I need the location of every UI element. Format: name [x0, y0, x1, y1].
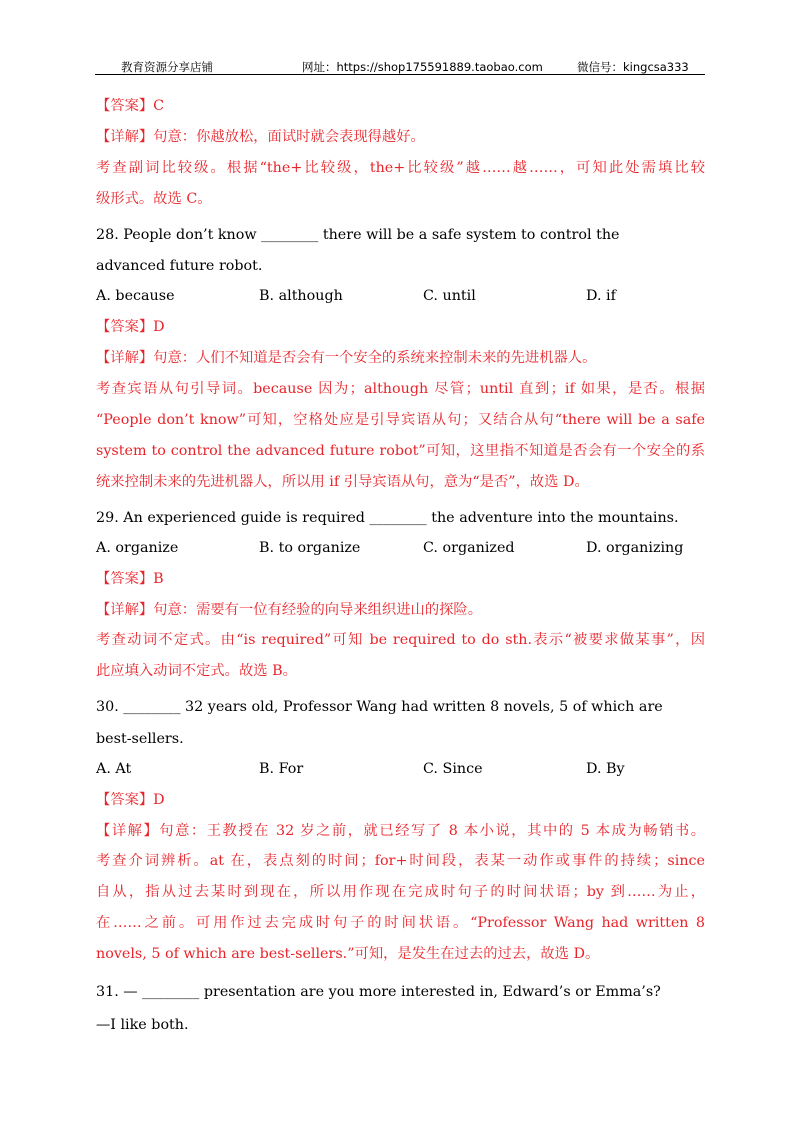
q28-answer: 【答案】D: [96, 319, 165, 335]
q29-option-a: A. organize: [96, 540, 179, 556]
q30-option-a: A. At: [96, 761, 132, 777]
q28-option-b: B. although: [259, 288, 343, 304]
wechat-id: 微信号：kingcsa333: [577, 60, 689, 74]
q28-analysis-line: 考查宾语从句引导词。because 因为；although 尽管；until 直到；if 如果，是否。根据: [96, 381, 705, 397]
q31-stem-line: —I like both.: [96, 1017, 189, 1033]
q29-analysis-line: 此应填入动词不定式。故选 B。: [96, 663, 297, 679]
q29-analysis-line: 考查动词不定式。由“is required”可知 be required to do sth.表示“被要求做某事”，因: [96, 632, 705, 648]
q30-analysis-line: 考查介词辨析。at 在，表点刻的时间；for+时间段，表某一动作或事件的持续；since: [96, 853, 705, 869]
q28-analysis-line: 统来控制未来的先进机器人，所以用 if 引导宾语从句，意为“是否”，故选 D。: [96, 474, 589, 490]
q28-option-c: C. until: [423, 288, 476, 304]
q28-analysis-line: “People don’t know”可知，空格处应是引导宾语从句；又结合从句“there will be a safe: [96, 412, 705, 428]
q29-detail: 【详解】句意：需要有一位有经验的向导来组织进山的探险。: [96, 602, 483, 618]
q30-stem-line: best-sellers.: [96, 731, 184, 747]
q27-analysis-line: 级形式。故选 C。: [96, 191, 212, 207]
q29-option-d: D. organizing: [586, 540, 684, 556]
shop-name: 教育资源分享店铺: [121, 60, 213, 74]
q27-detail: 【详解】句意：你越放松，面试时就会表现得越好。: [96, 129, 425, 145]
q30-analysis-line: novels, 5 of which are best-sellers.”可知，是发生在过去的过去，故选 D。: [96, 946, 600, 962]
q28-option-a: A. because: [96, 288, 175, 304]
q28-option-d: D. if: [586, 288, 616, 304]
shop-url: 网址：https://shop175591889.taobao.com: [302, 60, 543, 74]
q30-answer: 【答案】D: [96, 792, 165, 808]
q28-detail: 【详解】句意：人们不知道是否会有一个安全的系统来控制未来的先进机器人。: [96, 350, 597, 366]
q31-stem-line: 31. — ________ presentation are you more interested in, Edward’s or Emma’s?: [96, 984, 661, 1000]
q29-option-b: B. to organize: [259, 540, 361, 556]
q29-answer: 【答案】B: [96, 571, 164, 587]
q29-stem-line: 29. An experienced guide is required ________ the adventure into the mountains.: [96, 510, 679, 526]
q30-detail: 【详解】句意：王教授在 32 岁之前，就已经写了 8 本小说，其中的 5 本成为畅销书。: [96, 823, 705, 839]
q28-stem-line: 28. People don’t know ________ there will be a safe system to control the: [96, 227, 620, 243]
q30-option-b: B. For: [259, 761, 304, 777]
q28-stem-line: advanced future robot.: [96, 258, 263, 274]
q29-option-c: C. organized: [423, 540, 515, 556]
q30-option-c: C. Since: [423, 761, 483, 777]
header-divider: [95, 74, 705, 75]
q27-answer: 【答案】C: [96, 98, 165, 114]
q28-analysis-line: system to control the advanced future robot”可知，这里指不知道是否会有一个安全的系: [96, 443, 705, 459]
q30-analysis-line: 在……之前。可用作过去完成时句子的时间状语。“Professor Wang had written 8: [96, 915, 705, 931]
q30-option-d: D. By: [586, 761, 625, 777]
q30-analysis-line: 自从，指从过去某时到现在，所以用作现在完成时句子的时间状语；by 到……为止，: [96, 884, 705, 900]
q27-analysis-line: 考查副词比较级。根据“the+比较级，the+比较级”越……越……，可知此处需填比较: [96, 160, 705, 176]
q30-stem-line: 30. ________ 32 years old, Professor Wang had written 8 novels, 5 of which are: [96, 699, 663, 715]
